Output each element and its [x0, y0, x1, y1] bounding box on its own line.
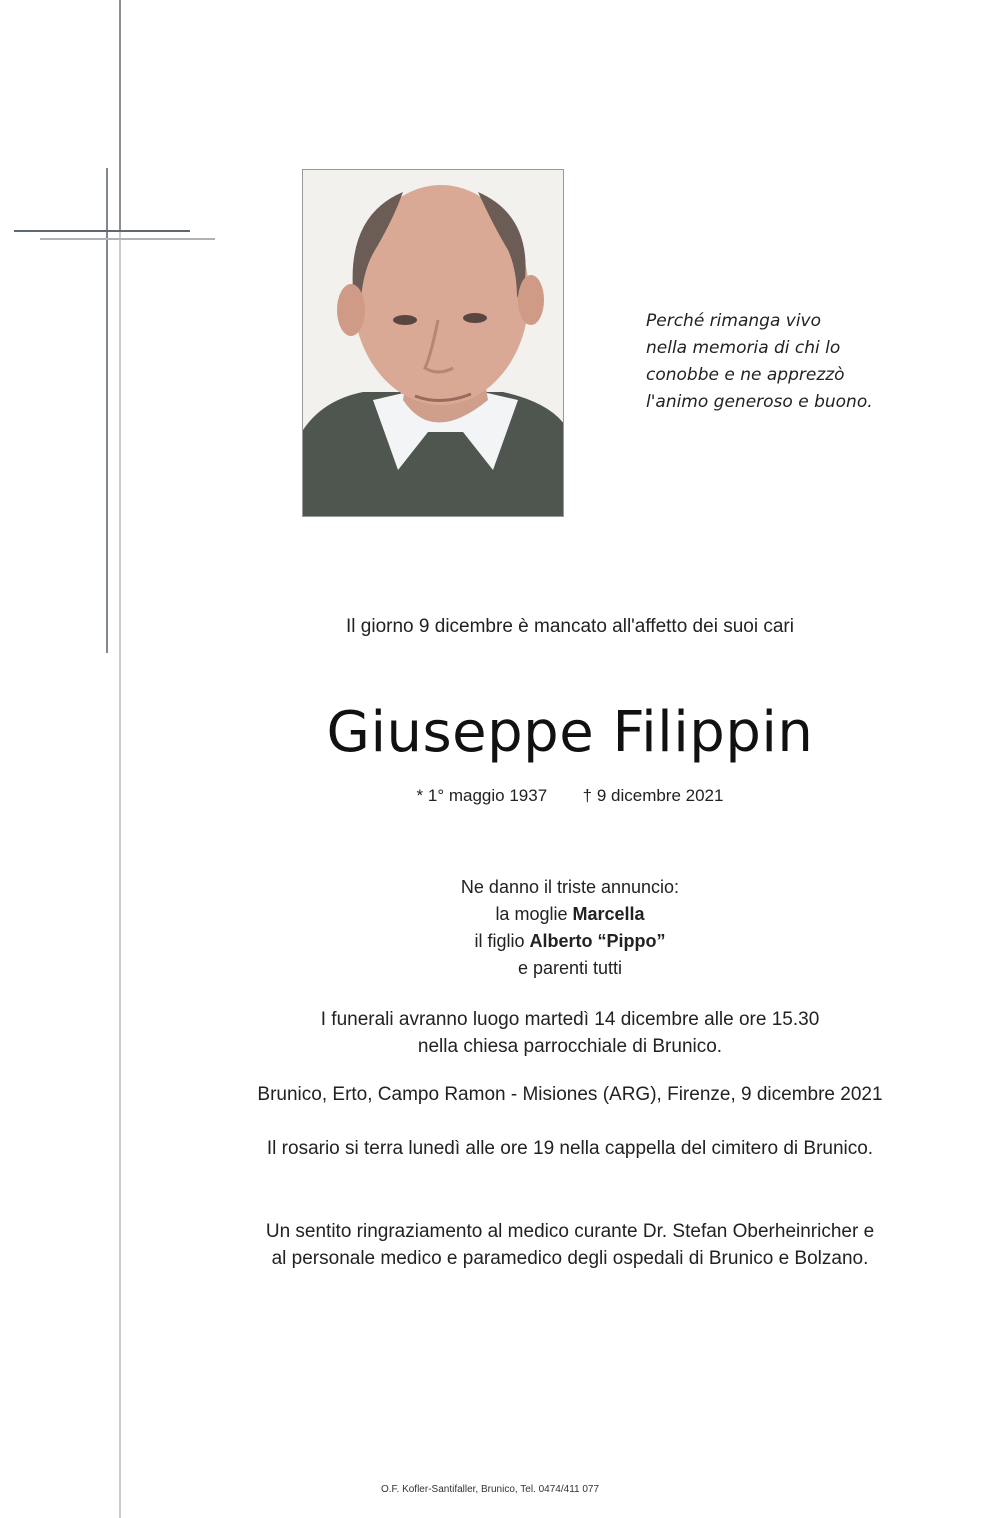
cross-vertical-top [119, 0, 121, 232]
portrait-illustration [303, 170, 564, 517]
funeral-line: nella chiesa parrocchiale di Brunico. [417, 1036, 723, 1057]
rosary-notice: Il rosario si terra lunedì alle ore 19 nella cappella del cimitero di Brunico. [266, 1138, 874, 1159]
deceased-name: Giuseppe Filippin [326, 700, 814, 765]
cross-vertical-dark [106, 168, 108, 653]
death-intro: Il giorno 9 dicembre è mancato all'affetto dei suoi cari [346, 616, 794, 637]
wife-name: Marcella [572, 904, 645, 924]
quote-line: Perché rimanga vivo [646, 311, 822, 331]
family-announcement [170, 874, 970, 982]
son-line [170, 928, 970, 955]
funeral-home-footer: O.F. Kofler-Santifaller, Brunico, Tel. 0474/411 077 [380, 1484, 600, 1495]
announcement-heading: Ne danno il triste annuncio: [460, 877, 680, 897]
death-symbol: † [582, 786, 593, 805]
funeral-line: I funerali avranno luogo martedì 14 dicembre alle ore 15.30 [320, 1009, 820, 1030]
death-date: 9 dicembre 2021 [596, 786, 724, 805]
life-dates [170, 786, 970, 806]
memorial-quote [646, 308, 906, 416]
son-prefix: il figlio [474, 931, 525, 951]
thanks-line: al personale medico e paramedico degli ospedali di Brunico e Bolzano. [271, 1248, 869, 1269]
son-name: Alberto “Pippo” [529, 931, 666, 951]
wife-prefix: la moglie [495, 904, 568, 924]
cross-horizontal-light [40, 238, 215, 240]
portrait-photo [302, 169, 564, 517]
funeral-details [170, 1006, 970, 1060]
wife-line [170, 901, 970, 928]
place-date: Brunico, Erto, Campo Ramon - Misiones (ARG), Firenze, 9 dicembre 2021 [257, 1084, 883, 1105]
birth-date: 1° maggio 1937 [427, 786, 548, 805]
cross-horizontal-dark [14, 230, 190, 232]
thanks-notice [170, 1218, 970, 1272]
relatives-line: e parenti tutti [517, 958, 623, 978]
thanks-line: Un sentito ringraziamento al medico curante Dr. Stefan Oberheinricher e [265, 1221, 875, 1242]
quote-line: l'animo generoso e buono. [646, 392, 873, 412]
quote-line: conobbe e ne apprezzò [646, 365, 845, 385]
birth-symbol: * [416, 786, 424, 805]
quote-line: nella memoria di chi lo [646, 338, 841, 358]
